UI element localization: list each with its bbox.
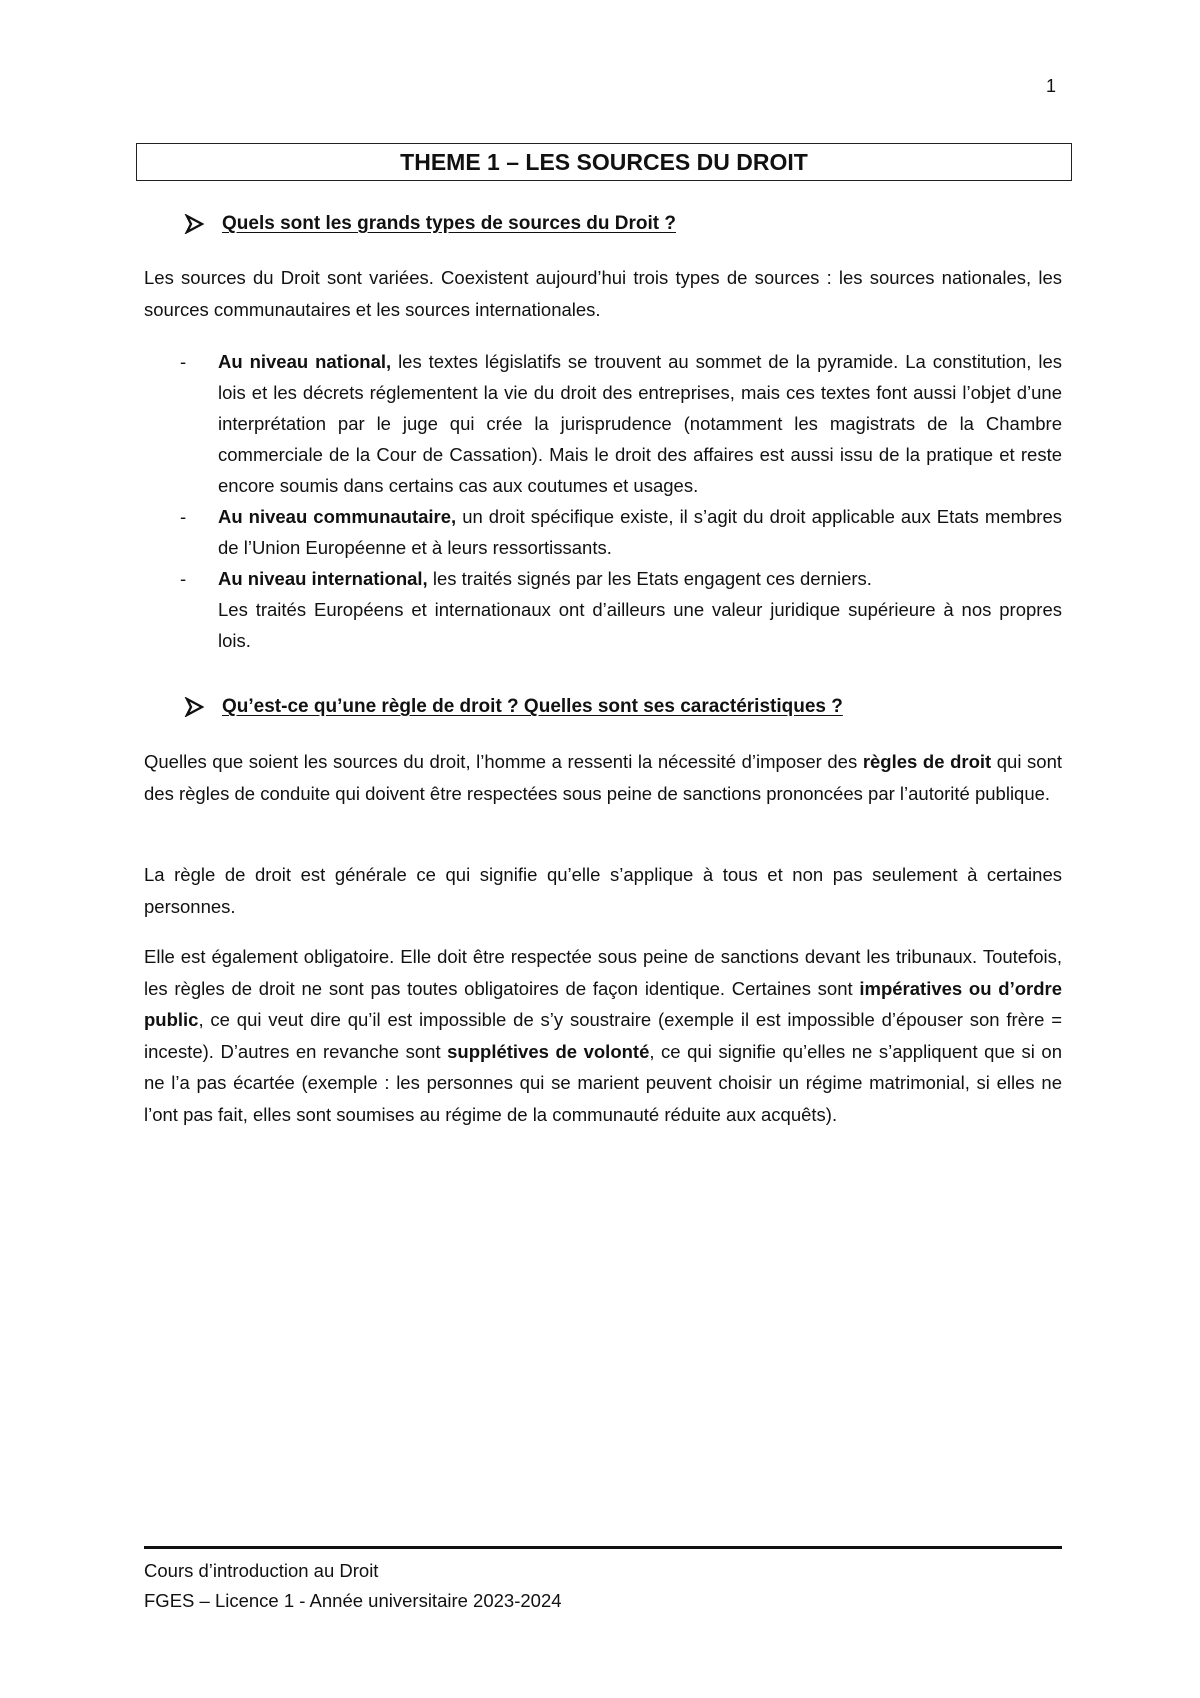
- page-number: 1: [1046, 76, 1057, 96]
- list-item-national: [144, 346, 1062, 501]
- bold-term: impératives ou d’ordre public: [144, 977, 1062, 1030]
- list-item-international: [144, 563, 1062, 656]
- bold-term: règles de droit: [862, 751, 992, 772]
- bold-term: supplétives de volonté: [447, 1040, 650, 1062]
- text-run: qui sont des règles de conduite qui doivent être respectées sous peine de sanctions prononcées par l’autorité publique.: [144, 751, 1063, 804]
- rule-definition-paragraph: [144, 746, 1062, 809]
- footer-course: Cours d’introduction au Droit: [144, 1560, 379, 1581]
- section-heading-1: [184, 213, 676, 235]
- list-item-label: Au niveau national,: [218, 351, 392, 372]
- page-title-text: THEME 1 – LES SOURCES DU DROIT: [400, 148, 808, 175]
- section-heading-2: [184, 696, 843, 718]
- dash-marker: -: [180, 506, 187, 527]
- generality-paragraph: La règle de droit est générale ce qui signifie qu’elle s’applique à tous et non pas seulement à certaines personnes.: [144, 864, 1062, 917]
- arrow-bullet-icon: [184, 697, 204, 717]
- footer-year: FGES – Licence 1 - Année universitaire 2023-2024: [144, 1590, 562, 1611]
- section-heading-2-text: Qu’est-ce qu’une règle de droit ? Quelles sont ses caractéristiques ?: [222, 696, 843, 717]
- text-run: Quelles que soient les sources du droit, l’homme a ressenti la nécessité d’imposer des: [144, 751, 863, 772]
- page-title: [136, 143, 1072, 181]
- list-item-text: les traités signés par les Etats engagent ces derniers.: [427, 568, 872, 589]
- list-item-communautaire: [144, 501, 1062, 563]
- sources-list: [144, 346, 1062, 656]
- text-run: Elle est également obligatoire. Elle doit être respectée sous peine de sanctions devant les tribunaux. Toutefois, les règles de droit ne sont pas toutes obligatoires de façon identique. Certaines sont: [144, 946, 1062, 999]
- text-run: , ce qui signifie qu’elles ne s’appliquent que si on ne l’a pas écartée (exemple : les personnes qui se marient peuvent choisir un régime matrimonial, si elles ne l’ont pas fait, elles sont soumises au régime de la communauté réduite aux acquêts).: [144, 1040, 1063, 1125]
- section-heading-1-text: Quels sont les grands types de sources du Droit ?: [222, 213, 676, 234]
- footer-rule: [144, 1546, 1062, 1549]
- dash-marker: -: [180, 568, 187, 589]
- intro-paragraph: Les sources du Droit sont variées. Coexistent aujourd’hui trois types de sources : les sources nationales, les sources communautaires et les sources internationales.: [144, 267, 1062, 320]
- list-item-label: Au niveau international,: [218, 568, 428, 589]
- list-item-label: Au niveau communautaire,: [218, 506, 457, 527]
- list-item-text: les textes législatifs se trouvent au sommet de la pyramide. La constitution, les lois et les décrets réglementent la vie du droit des entreprises, mais ces textes font aussi l’objet d’une interprétation par le juge qui crée la jurisprudence (notamment les magistrats de la Chambre commerciale de la Cour de Cassation). Mais le droit des affaires est aussi issu de la pratique et reste encore soumis dans certains cas aux coutumes et usages.: [218, 351, 1062, 496]
- text-run: , ce qui veut dire qu’il est impossible de s’y soustraire (exemple il est impossible d’épouser son frère = inceste). D’autres en revanche sont: [144, 1009, 1062, 1062]
- obligation-paragraph: [144, 941, 1062, 1130]
- arrow-bullet-icon: [184, 214, 204, 234]
- list-item-text: un droit spécifique existe, il s’agit du droit applicable aux Etats membres de l’Union Européenne et à leurs ressortissants.: [218, 506, 1062, 558]
- list-item-continuation: Les traités Européens et internationaux ont d’ailleurs une valeur juridique supérieure à nos propres lois.: [218, 599, 1062, 651]
- dash-marker: -: [180, 351, 187, 372]
